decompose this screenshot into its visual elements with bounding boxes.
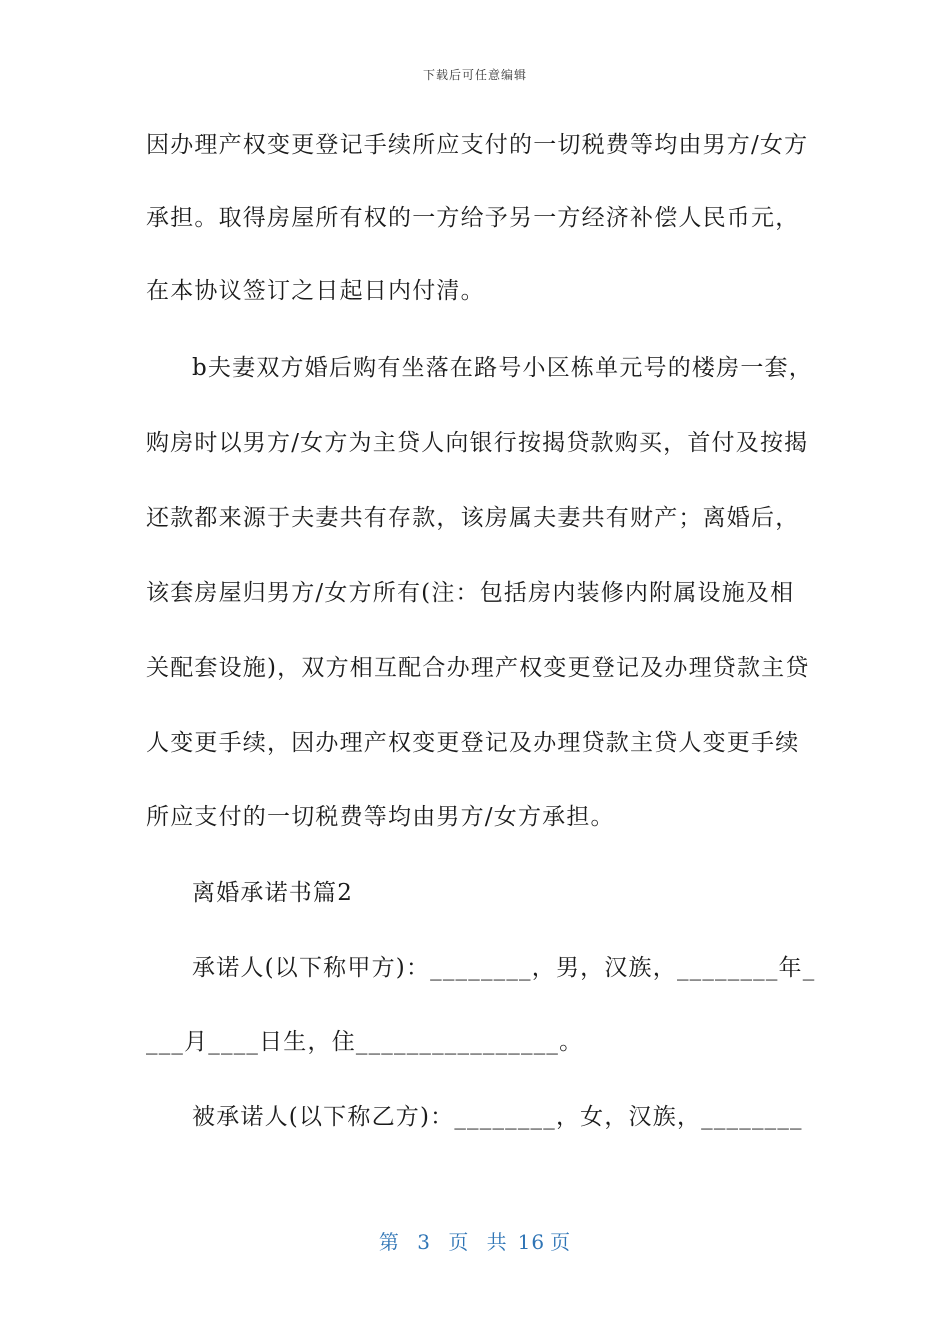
body-line: ___月____日生，住________________。 [146, 1029, 584, 1055]
body-line: 关配套设施)，双方相互配合办理产权变更登记及办理贷款主贷 [146, 655, 810, 681]
footer-label-total: 共 [486, 1230, 508, 1254]
footer-label-prefix: 第 [378, 1230, 400, 1254]
section-heading: 离婚承诺书篇2 [192, 880, 354, 906]
total-page-count: 16 [517, 1230, 546, 1254]
body-line: 因办理产权变更登记手续所应支付的一切税费等均由男方/女方 [146, 132, 809, 158]
body-line: 承诺人(以下称甲方)：________，男，汉族，________年_ [192, 955, 816, 981]
body-line: 所应支付的一切税费等均由男方/女方承担。 [146, 804, 615, 830]
body-line: 承担。取得房屋所有权的一方给予另一方经济补偿人民币元， [146, 205, 800, 231]
footer-label-page: 页 [448, 1230, 470, 1254]
body-line: 该套房屋归男方/女方所有(注：包括房内装修内附属设施及相 [146, 580, 795, 606]
body-line: 购房时以男方/女方为主贷人向银行按揭贷款购买，首付及按揭 [146, 430, 809, 456]
body-line: 被承诺人(以下称乙方)：________，女，汉族，________ [192, 1104, 803, 1130]
body-line: 在本协议签订之日起日内付清。 [146, 278, 485, 304]
footer-label-suffix: 页 [550, 1230, 572, 1254]
body-line: 还款都来源于夫妻共有存款，该房属夫妻共有财产；离婚后， [146, 505, 800, 531]
current-page-number: 3 [417, 1230, 431, 1254]
body-line: 人变更手续，因办理产权变更登记及办理贷款主贷人变更手续 [146, 730, 800, 756]
body-line: b夫妻双方婚后购有坐落在路号小区栋单元号的楼房一套， [192, 355, 813, 381]
page-number-footer [0, 1226, 950, 1255]
page-header-note: 下载后可任意编辑 [422, 68, 527, 82]
